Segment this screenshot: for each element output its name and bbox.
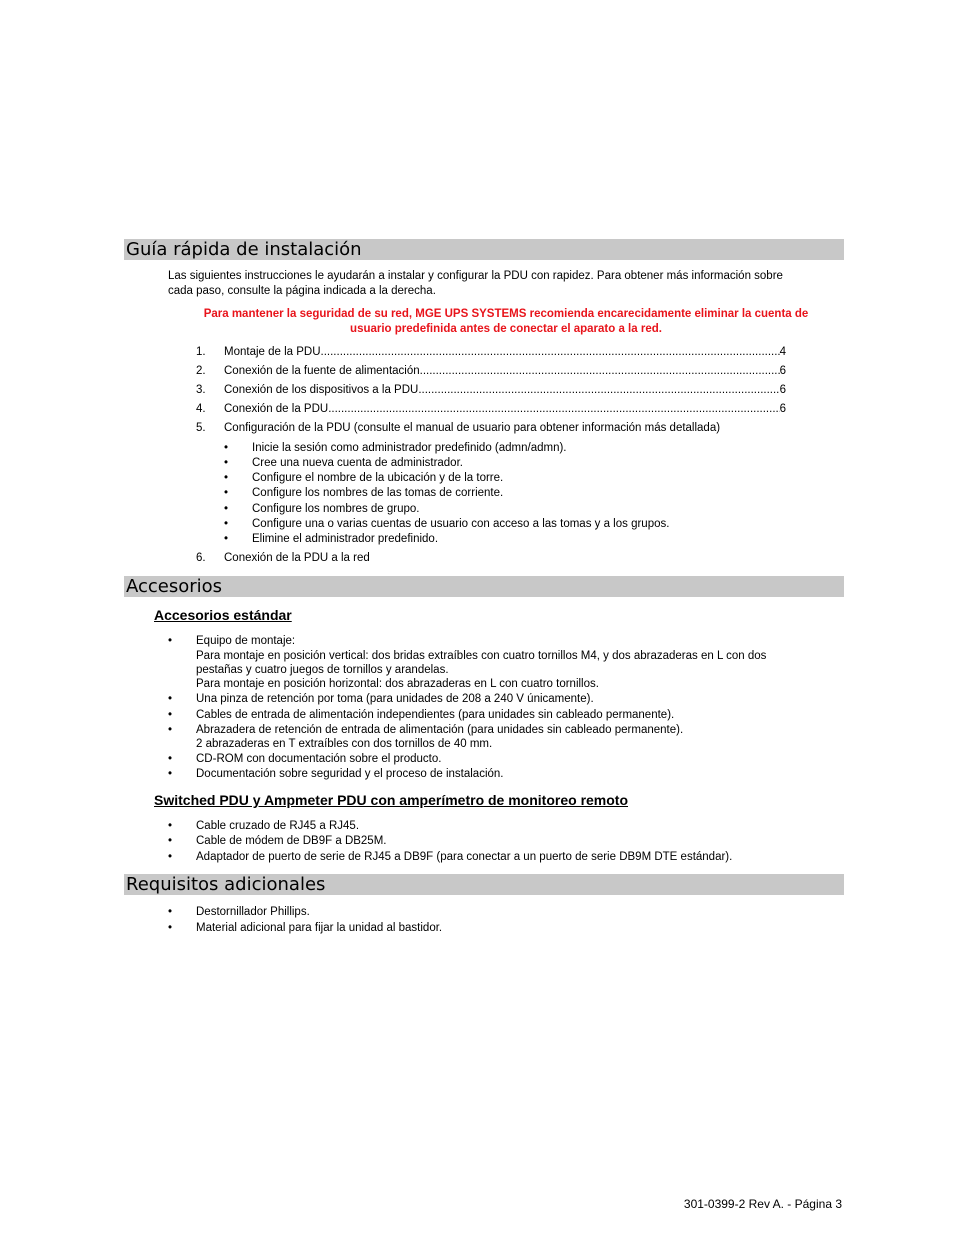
toc-label: Configuración de la PDU (consulte el manual de usuario para obtener información más detallada) (224, 422, 721, 434)
toc-number: 2. (196, 365, 206, 377)
toc-number: 4. (196, 403, 206, 415)
toc-leader (321, 345, 780, 360)
bullet: • (224, 533, 229, 545)
section-heading-accessories: Accesorios (124, 576, 844, 597)
bullet: • (168, 835, 173, 847)
list-item-text: Abrazadera de retención de entrada de alimentación (para unidades sin cableado permanente). (196, 724, 684, 736)
section-heading-quick-guide: Guía rápida de instalación (124, 239, 844, 260)
toc-page: 6 (779, 365, 786, 377)
bullet: • (168, 724, 173, 736)
toc-label: Conexión de los dispositivos a la PDU (224, 384, 419, 396)
list-item-text: Destornillador Phillips. (196, 906, 310, 918)
bullet: • (168, 922, 173, 934)
toc-number: 3. (196, 384, 206, 396)
list-item-text: Cables de entrada de alimentación independientes (para unidades sin cableado permanente). (196, 709, 675, 721)
list-item-text: Configure una o varias cuentas de usuario con acceso a las tomas y a los grupos. (252, 518, 670, 530)
list-item-text: Cable de módem de DB9F a DB25M. (196, 835, 387, 847)
toc-leader (418, 383, 779, 398)
toc-label: Conexión de la PDU a la red (224, 552, 370, 564)
bullet: • (224, 503, 229, 515)
list-item-continuation: pestañas y cuatro juegos de tornillos y arandelas. (196, 664, 449, 676)
list-item-text: Material adicional para fijar la unidad al bastidor. (196, 922, 443, 934)
bullet: • (224, 472, 229, 484)
list-item-text: Documentación sobre seguridad y el proceso de instalación. (196, 768, 504, 780)
list-item-text: CD-ROM con documentación sobre el producto. (196, 753, 442, 765)
toc-item[interactable] (196, 402, 786, 417)
bullet: • (224, 487, 229, 499)
security-warning (168, 307, 844, 337)
list-item-continuation: Para montaje en posición vertical: dos bridas extraíbles con cuatro tornillos M4, y dos abrazaderas en L con dos (196, 650, 767, 662)
list-item-text: Una pinza de retención por toma (para unidades de 208 a 240 V únicamente). (196, 693, 594, 705)
subheading-standard-accessories: Accesorios estándar (154, 607, 292, 623)
toc-item[interactable] (196, 383, 786, 398)
bullet: • (224, 457, 229, 469)
page-footer: 301-0399-2 Rev A. - Página 3 (683, 1197, 842, 1211)
toc-label: Conexión de la PDU (224, 403, 329, 415)
bullet: • (168, 709, 173, 721)
toc-label: Conexión de la fuente de alimentación (224, 365, 420, 377)
bullet: • (168, 820, 173, 832)
list-item-text: Configure el nombre de la ubicación y de la torre. (252, 472, 504, 484)
toc-leader (328, 402, 779, 417)
bullet: • (168, 635, 173, 647)
intro-line: Las siguientes instrucciones le ayudarán a instalar y configurar la PDU con rapidez. Para obtener más información sobre (168, 270, 783, 282)
toc-item (196, 551, 786, 566)
list-item-continuation: 2 abrazaderas en T extraíbles con dos tornillos de 40 mm. (196, 738, 493, 750)
bullet: • (224, 442, 229, 454)
bullet: • (168, 753, 173, 765)
intro-line: cada paso, consulte la página indicada a la derecha. (168, 285, 436, 297)
list-item-text: Cree una nueva cuenta de administrador. (252, 457, 463, 469)
list-item-text: Inicie la sesión como administrador predefinido (admn/admn). (252, 442, 567, 454)
list-item-text: Adaptador de puerto de serie de RJ45 a DB9F (para conectar a un puerto de serie DB9M DTE estándar). (196, 851, 733, 863)
list-item-text: Cable cruzado de RJ45 a RJ45. (196, 820, 360, 832)
warning-line: Para mantener la seguridad de su red, MGE UPS SYSTEMS recomienda encarecidamente eliminar la cuenta de (203, 308, 809, 320)
toc-page: 4 (779, 346, 786, 358)
toc-number: 6. (196, 552, 206, 564)
bullet: • (168, 906, 173, 918)
list-item-text: Elimine el administrador predefinido. (252, 533, 439, 545)
toc-label: Montaje de la PDU (224, 346, 321, 358)
toc-number: 5. (196, 422, 206, 434)
toc-number: 1. (196, 346, 206, 358)
toc-page: 6 (779, 403, 786, 415)
subheading-switched-pdu: Switched PDU y Ampmeter PDU con amperímetro de monitoreo remoto (154, 792, 629, 808)
toc-item[interactable] (196, 364, 786, 379)
list-item-text: Equipo de montaje: (196, 635, 296, 647)
toc-page: 6 (779, 384, 786, 396)
warning-line: usuario predefinida antes de conectar el aparato a la red. (350, 323, 662, 335)
bullet: • (168, 851, 173, 863)
toc-leader (420, 364, 780, 379)
bullet: • (168, 693, 173, 705)
list-item-continuation: Para montaje en posición horizontal: dos abrazaderas en L con cuatro tornillos. (196, 678, 599, 690)
bullet: • (224, 518, 229, 530)
toc-item (196, 421, 786, 436)
list-item-text: Configure los nombres de las tomas de corriente. (252, 487, 504, 499)
bullet: • (168, 768, 173, 780)
list-item-text: Configure los nombres de grupo. (252, 503, 420, 515)
intro-paragraph (168, 269, 844, 299)
toc-item[interactable] (196, 345, 786, 360)
section-heading-requirements: Requisitos adicionales (124, 874, 844, 895)
